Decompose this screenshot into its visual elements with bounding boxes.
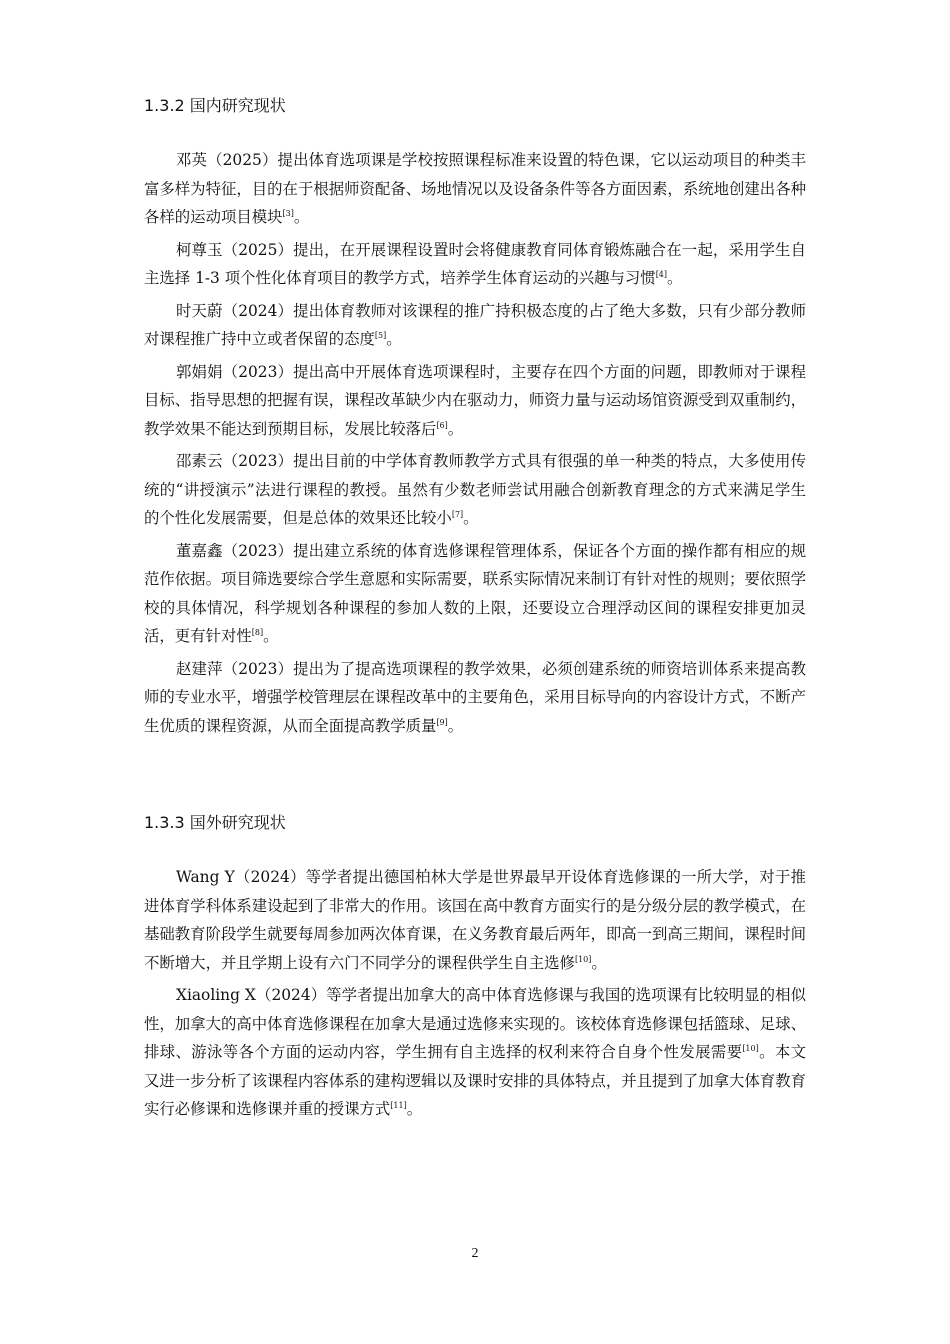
section-heading-foreign: 1.3.3 国外研究现状: [144, 813, 286, 832]
paragraph-text: 董嘉鑫（2023）提出建立系统的体育选修课程管理体系，保证各个方面的操作都有相应的规范作依据。项目筛选要综合学生意愿和实际需要，联系实际情况来制订有针对性的规则；要依照学校的具体情况，科学规划各种课程的参加人数的上限，还要设立合理浮动区间的课程安排更加灵活，更有针对性: [144, 541, 806, 645]
paragraph-text: 邵素云（2023）提出目前的中学体育教师教学方式具有很强的单一种类的特点，大多使用传统的“讲授演示”法进行课程的教授。虽然有少数老师尝试用融合创新教育理念的方式来满足学生的个性化发展需要，但是总体的效果还比较小: [144, 452, 806, 527]
paragraph-end: 。: [386, 330, 402, 348]
paragraph-text: Wang Y（2024）等学者提出德国柏林大学是世界最早开设体育选修课的一所大学，对于推进体育学科体系建设起到了非常大的作用。该国在高中教育方面实行的是分级分层的教学模式，在基础教育阶段学生就要每周参加两次体育课，在义务教育最后两年，即高一到高三期间，课程时间不断增大，并且学期上设有六门不同学分的课程供学生自主选修: [144, 868, 806, 972]
paragraph-text: Xiaoling X（2024）等学者提出加拿大的高中体育选修课与我国的选项课有比较明显的相似性，加拿大的高中体育选修课程在加拿大是通过选修来实现的。该校体育选修课包括篮球、足球、排球、游泳等各个方面的运动内容，学生拥有自主选择的权利来符合自身个性发展需要: [144, 986, 806, 1061]
paragraph: [144, 146, 806, 232]
citation-ref: [3]: [282, 209, 294, 218]
paragraph-end: 。: [406, 1100, 423, 1118]
paragraph: [144, 863, 806, 977]
paragraph: [144, 447, 806, 533]
paragraph-end: 。: [263, 627, 279, 645]
citation-ref: [10]: [574, 954, 592, 964]
paragraph-text: 邓英（2025）提出体育选项课是学校按照课程标准来设置的特色课，它以运动项目的种类丰富多样为特征，目的在于根据师资配备、场地情况以及设备条件等各方面因素，系统地创建出各种各样的运动项目模块: [144, 151, 806, 226]
paragraph-text: 郭娟娟（2023）提出高中开展体育选项课程时，主要存在四个方面的问题，即教师对于课程目标、指导思想的把握有误，课程改革缺少内在驱动力，师资力量与运动场馆资源受到双重制约，教学效果不能达到预期目标，发展比较落后: [144, 362, 806, 438]
paragraph: [144, 537, 806, 651]
paragraph-end: 。: [447, 419, 464, 438]
page-number: 2: [471, 1246, 479, 1261]
citation-ref: [6]: [436, 420, 448, 430]
paragraph: [144, 358, 806, 444]
paragraph-text: 柯尊玉（2025）提出，在开展课程设置时会将健康教育同体育锻炼融合在一起，采用学生自主选择 1-3 项个性化体育项目的教学方式，培养学生体育运动的兴趣与习惯: [144, 240, 806, 287]
citation-ref: [5]: [374, 331, 387, 340]
citation-ref: [4]: [655, 270, 668, 279]
paragraph-end: 。: [667, 269, 683, 287]
paragraph-end: 。: [463, 509, 479, 527]
paragraph-text: 赵建萍（2023）提出为了提高选项课程的教学效果，必须创建系统的师资培训体系来提高教师的专业水平，增强学校管理层在课程改革中的主要角色，采用目标导向的内容设计方式，不断产生优质的课程资源，从而全面提高教学质量: [144, 659, 806, 735]
paragraph: [144, 297, 806, 354]
citation-ref: [7]: [451, 510, 464, 519]
section-heading-domestic: 1.3.2 国内研究现状: [144, 96, 286, 115]
citation-ref: [9]: [436, 717, 448, 727]
paragraph: [144, 981, 806, 1124]
paragraph-end: 。: [447, 716, 464, 735]
citation-ref: [11]: [390, 1101, 407, 1110]
paragraph: [144, 236, 806, 293]
paragraph: [144, 655, 806, 741]
section-body-foreign: [144, 863, 806, 1128]
paragraph-end: 。: [591, 953, 607, 972]
paragraph-text-continued: 。本文又进一步分析了该课程内容体系的建构逻辑以及课时安排的具体特点，并且提到了加拿大体育教育实行必修课和选修课并重的授课方式: [144, 1043, 806, 1118]
citation-ref: [10]: [742, 1044, 759, 1053]
paragraph-end: 。: [293, 208, 310, 226]
section-body-domestic: [144, 146, 806, 744]
citation-ref: [8]: [251, 628, 264, 637]
paragraph-text: 时天蔚（2024）提出体育教师对该课程的推广持积极态度的占了绝大多数，只有少部分教师对课程推广持中立或者保留的态度: [144, 301, 806, 348]
